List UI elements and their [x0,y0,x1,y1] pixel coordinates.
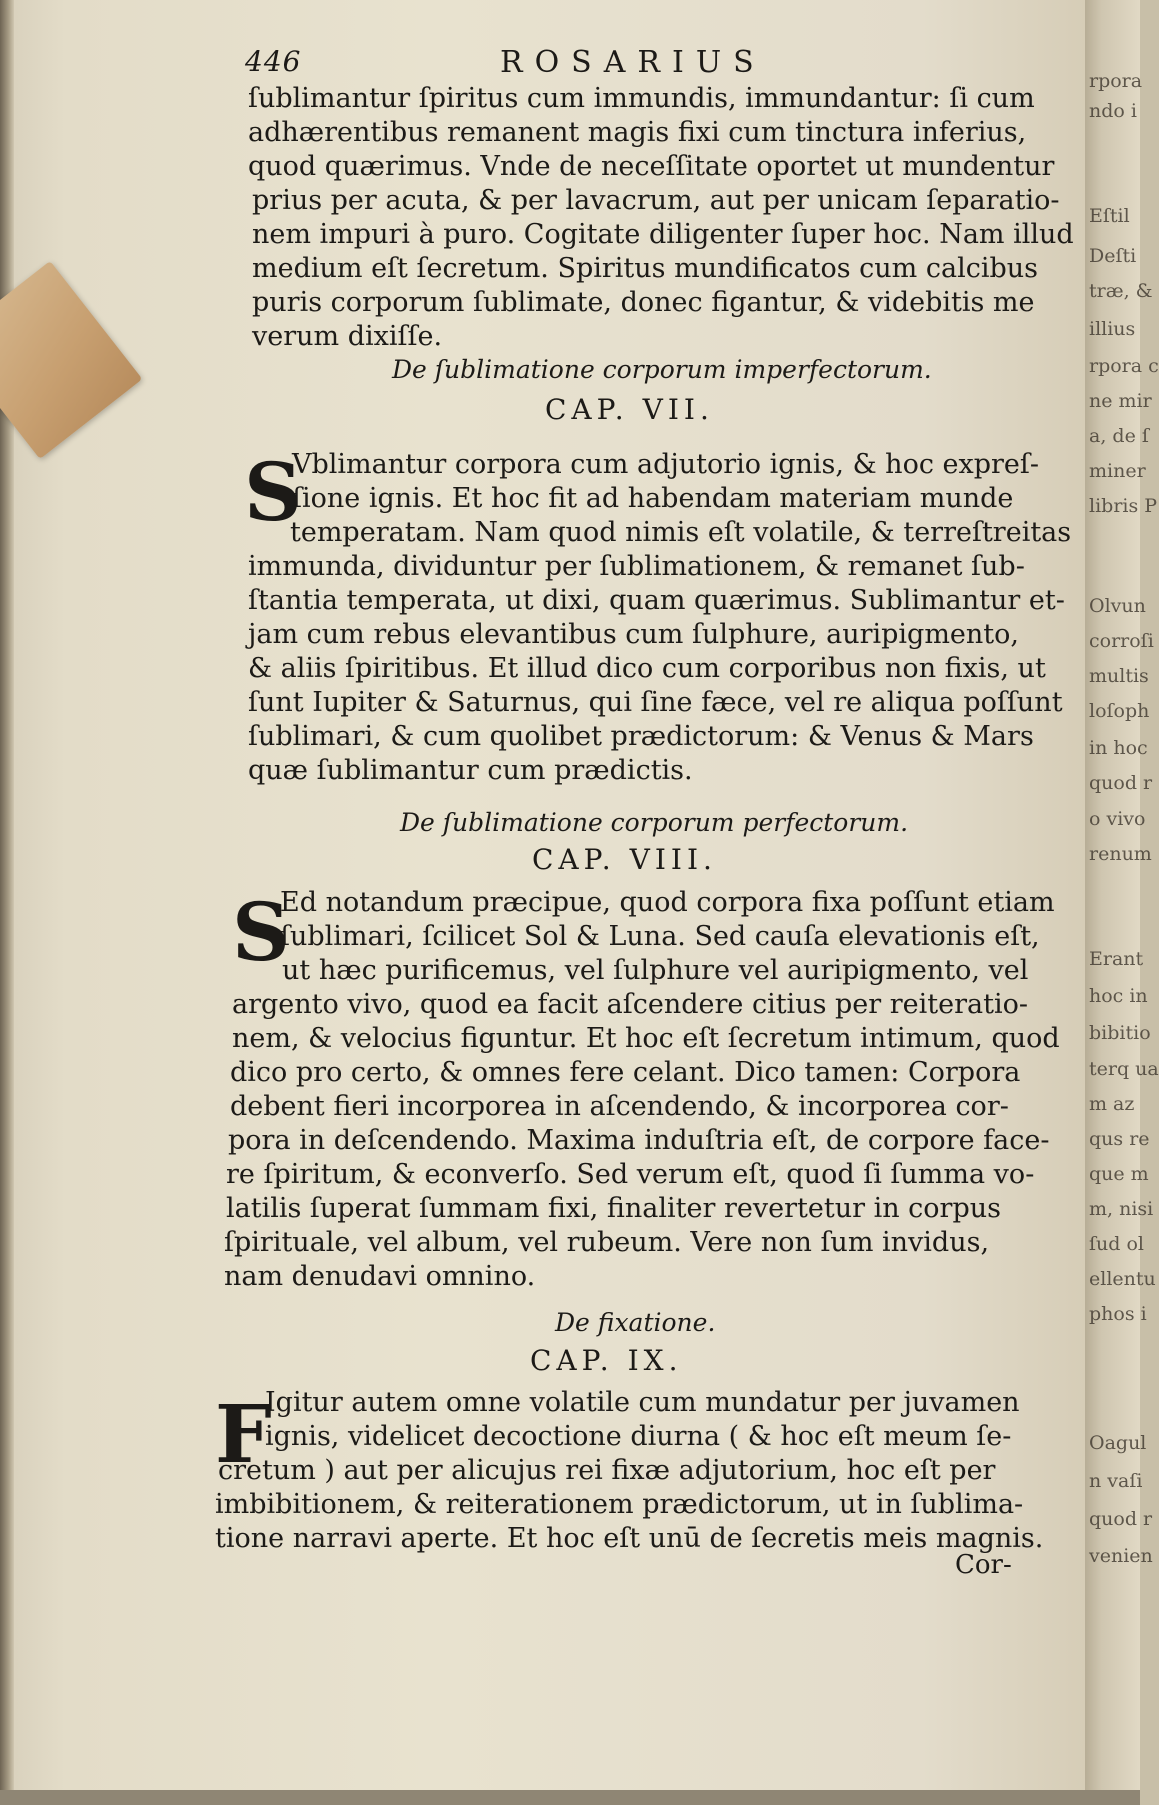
facing-fragment: m az [1089,1093,1135,1115]
text-line: nem, & velocius figuntur. Et hoc eſt ſecretum intimum, quod [232,1023,1060,1054]
facing-fragment: corroſi [1089,630,1154,652]
facing-fragment: quod r [1089,772,1153,794]
text-line: ſione ignis. Et hoc fit ad habendam materiam munde [292,483,1014,514]
facing-fragment: que m [1089,1163,1149,1185]
facing-fragment: ne mir [1089,390,1152,412]
text-line: re ſpiritum, & econverſo. Sed verum eſt, quod ſi ſumma vo- [226,1159,1035,1190]
facing-fragment: libris P [1089,495,1158,517]
facing-fragment: Olvun [1089,595,1146,617]
facing-fragment: in hoc [1089,737,1148,759]
text-line: verum dixiſſe. [252,321,443,352]
text-line: temperatam. Nam quod nimis eſt volatile, & terreſtreitas [290,517,1072,548]
page-header [245,45,1045,85]
facing-fragment: m, nisi [1089,1198,1154,1220]
text-line: tione narravi aperte. Et hoc eſt unū de ſecretis meis magnis. [215,1523,1044,1554]
text-line: nem impuri à puro. Cogitate diligenter ſuper hoc. Nam illud [252,219,1074,250]
text-line: adhærentibus remanent magis fixi cum tinctura inferius, [248,117,1027,148]
text-line: nam denudavi omnino. [224,1261,536,1292]
facing-fragment: illius [1089,318,1136,340]
text-line: ſunt Iupiter & Saturnus, qui ſine fæce, vel re aliqua poſſunt [248,687,1063,718]
text-line: pora in deſcendendo. Maxima induſtria eſt, de corpore face- [228,1125,1050,1156]
text-line: quæ ſublimantur cum prædictis. [248,755,693,786]
text-line: latilis ſuperat ſummam fixi, finaliter revertetur in corpus [226,1193,1001,1224]
text-line: quod quærimus. Vnde de neceſſitate oportet ut mundentur [248,151,1055,182]
facing-fragment: renum [1089,843,1152,865]
facing-fragment: rpora [1089,70,1143,92]
facing-fragment: træ, & [1089,280,1153,302]
facing-fragment: quod r [1089,1508,1153,1530]
text-line: Vblimantur corpora cum adjutorio ignis, & hoc expreſ- [292,449,1040,480]
text-line: ſublimari, & cum quolibet prædictorum: & Venus & Mars [248,721,1034,752]
book-spine [0,0,14,1805]
text-line: ſublimantur ſpiritus cum immundis, immundantur: ſi cum [248,83,1035,114]
facing-fragment: ndo i [1089,100,1137,122]
text-line: puris corporum ſublimate, donec figantur, & videbitis me [252,287,1035,318]
text-line: dico pro certo, & omnes fere celant. Dico tamen: Corpora [230,1057,1021,1088]
facing-fragment: a, de ſ [1089,425,1149,447]
facing-fragment: terq ua [1089,1058,1159,1080]
facing-fragment: n vaſi [1089,1470,1143,1492]
facing-fragment: bibitio [1089,1022,1151,1044]
chapter-9-number: CAP. IX. [530,1344,683,1377]
catchword: Cor- [955,1550,1012,1580]
chapter-7-number: CAP. VII. [545,393,714,426]
facing-fragment: multis [1089,665,1149,687]
facing-fragment: Oagul [1089,1432,1147,1454]
text-line: debent fieri incorporea in aſcendendo, & incorporea cor- [230,1091,1009,1122]
running-title: ROSARIUS [500,45,766,80]
facing-fragment: loſoph [1089,700,1150,722]
text-line: jam cum rebus elevantibus cum ſulphure, auripigmento, [248,619,1019,650]
text-line: Igitur autem omne volatile cum mundatur per juvamen [265,1387,1020,1418]
facing-page-edge [1085,0,1159,1805]
text-line: argento vivo, quod ea facit aſcendere citius per reiteratio- [232,989,1028,1020]
facing-fragment: miner [1089,460,1146,482]
facing-fragment: Erant [1089,948,1144,970]
facing-fragment: hoc in [1089,985,1148,1007]
text-line: & aliis ſpiritibus. Et illud dico cum corporibus non fixis, ut [248,653,1046,684]
chapter-7-initial: S [244,445,302,539]
facing-fragment: qus re [1089,1128,1150,1150]
facing-fragment: rpora c [1089,355,1159,377]
text-line: ignis, videlicet decoctione diurna ( & hoc eſt meum ſe- [265,1421,1012,1452]
text-line: prius per acuta, & per lavacrum, aut per unicam ſeparatio- [252,185,1060,216]
facing-fragment: ſud ol [1089,1233,1144,1255]
text-line: imbibitionem, & reiterationem prædictorum, ut in ſublima- [215,1489,1024,1520]
chapter-7-heading: De ſublimatione corporum imperfectorum. [392,355,932,384]
text-line: ſtantia temperata, ut dixi, quam quærimus. Sublimantur et- [248,585,1065,616]
text-line: cretum ) aut per alicujus rei fixæ adjutorium, hoc eſt per [218,1455,996,1486]
chapter-9-initial: F [215,1387,272,1481]
chapter-8-initial: S [232,885,290,979]
text-line: ut hæc purificemus, vel ſulphure vel auripigmento, vel [282,955,1029,986]
facing-fragment: Deſti [1089,245,1137,267]
text-line: ſpirituale, vel album, vel rubeum. Vere non ſum invidus, [224,1227,990,1258]
facing-fragment: ellentu [1089,1268,1156,1290]
facing-fragment: o vivo [1089,808,1146,830]
chapter-9-heading: De fixatione. [555,1308,716,1337]
scan-bottom-edge [0,1790,1140,1805]
text-line: immunda, dividuntur per ſublimationem, & remanet ſub- [248,551,1025,582]
text-line: Ed notandum præcipue, quod corpora fixa poſſunt etiam [280,887,1055,918]
page-number: 446 [245,45,302,78]
facing-fragment: Eſtil [1089,205,1130,227]
text-line: ſublimari, ſcilicet Sol & Luna. Sed cauſa elevationis eſt, [280,921,1040,952]
chapter-8-number: CAP. VIII. [532,843,717,876]
text-line: medium eſt ſecretum. Spiritus mundificatos cum calcibus [252,253,1039,284]
facing-fragment: venien [1089,1545,1153,1567]
chapter-8-heading: De ſublimatione corporum perfectorum. [400,808,909,837]
facing-fragment: phos i [1089,1303,1147,1325]
